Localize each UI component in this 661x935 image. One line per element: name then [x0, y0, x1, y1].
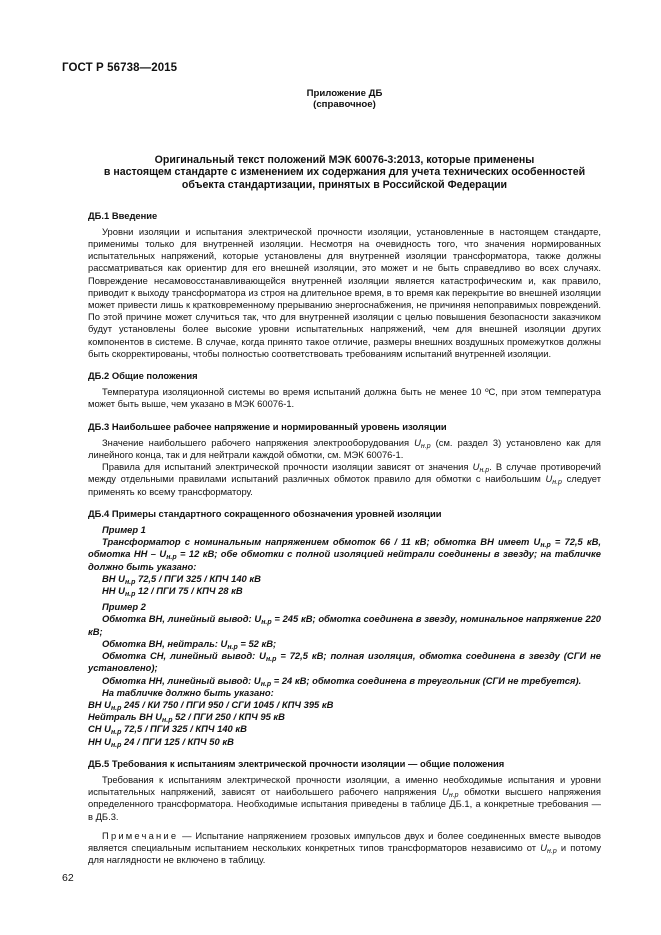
section-heading: ДБ.2 Общие положения	[88, 370, 198, 382]
section-paragraph: Уровни изоляции и испытания электрической прочности изоляции, установленные в настоящем стандарте, применимы только для внутренней изоляции. Несмотря на очевидность того, что значения нормированных испытательных напряжений, которые установлены для внутренней изоляции трансформатора, также должны рассматриваться как ориентир для его внешней изоляции, это может и не быть справедливо во всех случаях. Повреждение несамовосстанавливающейся внутренней изоляции является катастрофическим и, как правило, приводит к выходу трансформатора из строя на длительное время, в то время как перекрытие во внешней изоляции может привести лишь к кратковременному прерыванию энергоснабжения, не причиняя непоправимых повреждений. По этой причине может случиться так, что для внутренней изоляции с целью повышения безопасности заказчиком будут установлены более высокие уровни испытательных напряжений, чем для внешней изоляции других компонентов в системе. В случае, когда принято такое отличие, размеры внешних воздушных промежутков должны быть скорректированы, чтобы полностью соответствовать требованиям испытаний внутренней изоляции.	[88, 225, 601, 359]
example-text: Обмотка ВН, линейный вывод: $U_{н.р} = 245$ кВ; обмотка соединена в звезду, номинальное напряжение 220 кВ;	[88, 613, 601, 637]
document-id: ГОСТ Р 56738—2015	[62, 62, 178, 74]
example-label: Пример 2	[102, 601, 146, 613]
main-title-line: в настоящем стандарте с изменением их содержания для учета технических особенностей	[103, 166, 586, 179]
example-rating: СН $U_{н.р}$ 72,5 / ПГИ 325 / КПЧ 140 кВ	[88, 723, 247, 737]
example-text: Трансформатор с номинальным напряжением обмоток 66 / 11 кВ; обмотка ВН имеет $U_{н.р} = 72,5$ кВ, обмотка НН – $U_{н.р} = 12$ кВ; обе обмотки с полной изоляцией нейтрали соединены в звезду; на табличке должно быть указано:	[88, 536, 601, 572]
example-text: Обмотка СН, линейный вывод: $U_{н.р} = 72,5$ кВ; полная изоляция, обмотка соединена в звезду (СГИ не установлено);	[88, 650, 601, 674]
main-title-line: Оригинальный текст положений МЭК 60076-3:2013, которые применены	[154, 153, 535, 166]
example-label: Пример 1	[102, 524, 146, 536]
note-label: Примечание	[102, 829, 179, 841]
example-text: Обмотка НН, линейный вывод: $U_{н.р} = 24$ кВ; обмотка соединена в треугольник (СГИ не требуется).	[102, 674, 582, 688]
main-title-line: объекта стандартизации, принятых в Российской Федерации	[181, 179, 508, 191]
annex-subtitle: (справочное)	[313, 99, 376, 111]
section-paragraph: Правила для испытаний электрической прочности изоляции зависят от значения $U_{н.р}$. В случае противоречий между отдельными правилами испытаний различных обмоток правило для обмотки с наибольшим $U_{н.р}$ следует применять ко всему трансформатору.	[88, 461, 601, 497]
section-heading: ДБ.3 Наибольшее рабочее напряжение и нормированный уровень изоляции	[88, 420, 447, 432]
page-number: 62	[62, 872, 74, 884]
annex-title: Приложение ДБ	[306, 88, 383, 99]
example-rating: НН $U_{н.р}$ 24 / ПГИ 125 / КПЧ 50 кВ	[88, 735, 234, 749]
example-text: Обмотка ВН, нейтраль: $U_{н.р} = 52$ кВ;	[102, 637, 277, 651]
document-body	[88, 88, 601, 866]
example-rating: Нейтраль ВН $U_{н.р}$ 52 / ПГИ 250 / КПЧ 95 кВ	[88, 711, 285, 725]
section-paragraph: Требования к испытаниям электрической прочности изоляции, а именно необходимые испытания и уровни испытательных напряжений, зависят от наибольшего рабочего напряжения $U_{н.р}$ обмотки высшего напряжения определенного трансформатора. Необходимые испытания приведены в таблице ДБ.1, а конкретные требования — в ДБ.3.	[88, 773, 601, 822]
example-rating: ВН $U_{н.р}$ 245 / КИ 750 / ПГИ 950 / СГИ 1045 / КПЧ 395 кВ	[88, 698, 334, 712]
section-heading: ДБ.1 Введение	[88, 209, 158, 221]
section-heading: ДБ.5 Требования к испытаниям электрической прочности изоляции — общие положения	[88, 757, 505, 769]
section-paragraph: Значение наибольшего рабочего напряжения электрооборудования $U_{н.р}$ (см. раздел 3) установлено как для линейного конца, так и для нейтрали каждой обмотки, см. МЭК 60076-1.	[88, 436, 601, 461]
annex-main-title	[88, 154, 601, 192]
example-rating: НН $U_{н.р}$ 12 / ПГИ 75 / КПЧ 28 кВ	[102, 585, 243, 599]
example-text: На табличке должно быть указано:	[102, 686, 274, 698]
section-heading: ДБ.4 Примеры стандартного сокращенного обозначения уровней изоляции	[88, 507, 442, 519]
section-paragraph: Температура изоляционной системы во время испытаний должна быть не менее 10 ºС, при этом температура может быть выше, чем указано в МЭК 60076-1.	[88, 386, 601, 410]
example-rating: ВН $U_{н.р}$ 72,5 / ПГИ 325 / КПЧ 140 кВ	[102, 572, 261, 586]
note-paragraph: Примечание — Испытание напряжением грозовых импульсов двух и более соединенных вместе выводов является специальным испытанием нескольких конкретных типов трансформаторов независимо от $U_{н.р}$ и потому для наглядности не включено в таблицу.	[88, 829, 602, 866]
